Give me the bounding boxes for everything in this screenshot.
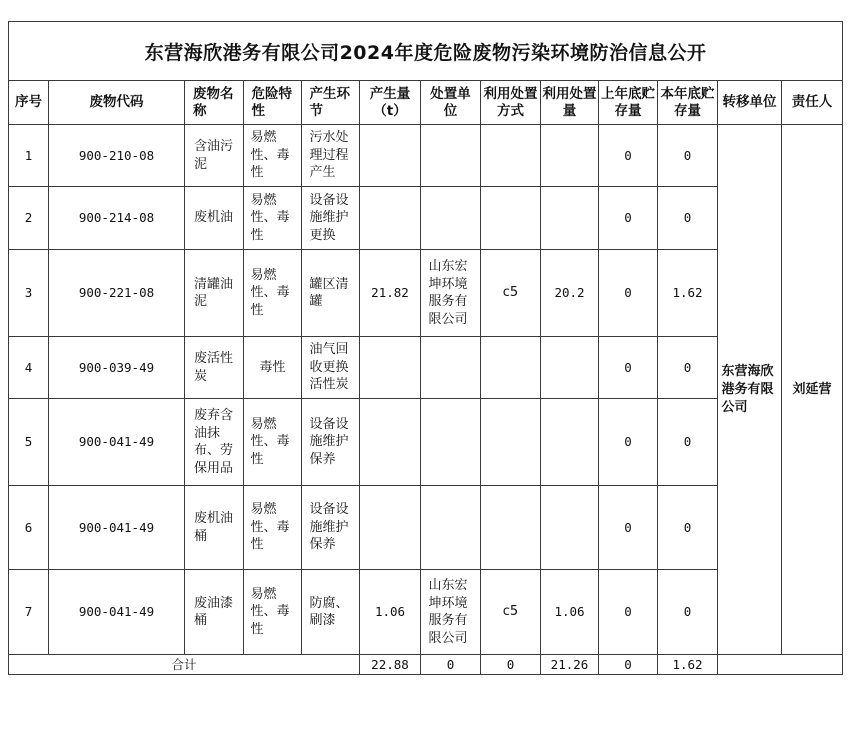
cell-hazard: 易燃性、毒性 bbox=[250, 192, 290, 243]
cell-disposal-unit: 山东宏坤环境服务有限公司 bbox=[428, 259, 468, 327]
table-row bbox=[9, 486, 843, 570]
header-disposal-unit-text: 处置单位 bbox=[430, 85, 471, 119]
header-transfer-unit bbox=[718, 81, 782, 125]
cell-name: 废活性炭 bbox=[194, 351, 234, 384]
cell-name: 废油漆桶 bbox=[194, 595, 234, 628]
cell-prev-stock: 0 bbox=[599, 250, 658, 337]
page-title: 东营海欣港务有限公司2024年度危险废物污染环境防治信息公开 bbox=[9, 22, 843, 81]
cell-stage: 防腐、刷漆 bbox=[309, 595, 349, 628]
cell-amount bbox=[360, 399, 421, 486]
cell-seq: 3 bbox=[9, 250, 49, 337]
cell-method: c5 bbox=[481, 250, 541, 337]
cell-curr-stock: 0 bbox=[658, 337, 718, 399]
header-hazard-text: 危险特性 bbox=[251, 85, 292, 119]
cell-curr-stock: 0 bbox=[658, 570, 718, 655]
cell-amount bbox=[360, 187, 421, 250]
total-disposal-unit: 0 bbox=[421, 655, 481, 675]
cell-seq: 2 bbox=[9, 187, 49, 250]
total-prev-stock: 0 bbox=[599, 655, 658, 675]
cell-method bbox=[481, 125, 541, 187]
cell-utilized: 20.2 bbox=[541, 250, 599, 337]
cell-prev-stock: 0 bbox=[599, 125, 658, 187]
header-curr-stock bbox=[658, 81, 718, 125]
total-empty-cell bbox=[718, 655, 843, 675]
header-method bbox=[481, 81, 541, 125]
cell-code: 900-041-49 bbox=[49, 570, 185, 655]
header-prev-stock-text: 上年底贮存量 bbox=[601, 85, 655, 119]
cell-stage: 设备设施维护更换 bbox=[309, 192, 349, 243]
cell-stage: 污水处理过程产生 bbox=[309, 130, 349, 181]
header-curr-stock-text: 本年底贮存量 bbox=[660, 85, 715, 119]
cell-method bbox=[481, 337, 541, 399]
cell-curr-stock: 0 bbox=[658, 187, 718, 250]
cell-method: c5 bbox=[481, 570, 541, 655]
header-method-text: 利用处置方式 bbox=[483, 85, 538, 119]
cell-utilized bbox=[541, 125, 599, 187]
cell-name: 废机油 bbox=[194, 210, 234, 226]
cell-code: 900-214-08 bbox=[49, 187, 185, 250]
cell-hazard: 易燃性、毒性 bbox=[250, 502, 290, 553]
transfer-unit-text: 东营海欣港务有限公司 bbox=[721, 363, 774, 415]
cell-utilized bbox=[541, 399, 599, 486]
header-seq: 序号 bbox=[9, 81, 49, 125]
header-transfer-unit-text: 转移单位 bbox=[722, 94, 777, 110]
transfer-unit-cell bbox=[718, 125, 782, 655]
header-utilized-text: 利用处置量 bbox=[542, 85, 597, 119]
cell-curr-stock: 1.62 bbox=[658, 250, 718, 337]
cell-name: 废弃含油抹布、劳保用品 bbox=[194, 408, 234, 476]
cell-method bbox=[481, 399, 541, 486]
header-hazard bbox=[244, 81, 302, 125]
cell-amount bbox=[360, 337, 421, 399]
total-amount: 22.88 bbox=[360, 655, 421, 675]
hazardous-waste-table bbox=[8, 21, 843, 675]
cell-amount bbox=[360, 486, 421, 570]
total-row bbox=[9, 655, 843, 675]
total-label: 合计 bbox=[9, 655, 360, 675]
cell-method bbox=[481, 187, 541, 250]
cell-stage: 设备设施维护保养 bbox=[309, 416, 349, 467]
cell-seq: 4 bbox=[9, 337, 49, 399]
cell-utilized: 1.06 bbox=[541, 570, 599, 655]
table-row bbox=[9, 125, 843, 187]
cell-seq: 7 bbox=[9, 570, 49, 655]
cell-prev-stock: 0 bbox=[599, 337, 658, 399]
cell-name: 废机油桶 bbox=[194, 511, 234, 544]
header-stage bbox=[302, 81, 360, 125]
cell-hazard: 易燃性、毒性 bbox=[250, 130, 290, 181]
total-utilized: 21.26 bbox=[541, 655, 599, 675]
cell-hazard: 易燃性、毒性 bbox=[250, 416, 290, 467]
cell-code: 900-039-49 bbox=[49, 337, 185, 399]
header-responsible: 责任人 bbox=[782, 81, 843, 125]
cell-stage: 罐区清罐 bbox=[309, 276, 349, 309]
cell-utilized bbox=[541, 187, 599, 250]
table-row bbox=[9, 399, 843, 486]
cell-hazard: 易燃性、毒性 bbox=[250, 267, 290, 318]
cell-name: 清罐油泥 bbox=[194, 276, 234, 309]
cell-seq: 5 bbox=[9, 399, 49, 486]
header-prev-stock bbox=[599, 81, 658, 125]
cell-stage: 油气回收更换活性炭 bbox=[309, 342, 349, 393]
cell-utilized bbox=[541, 486, 599, 570]
cell-curr-stock: 0 bbox=[658, 125, 718, 187]
header-disposal-unit bbox=[421, 81, 481, 125]
table-row bbox=[9, 337, 843, 399]
header-utilized bbox=[541, 81, 599, 125]
cell-method bbox=[481, 486, 541, 570]
cell-curr-stock: 0 bbox=[658, 486, 718, 570]
header-row bbox=[9, 81, 843, 125]
cell-code: 900-041-49 bbox=[49, 399, 185, 486]
responsible-cell: 刘延营 bbox=[782, 125, 843, 655]
header-amount-text: 产生量（t） bbox=[369, 85, 411, 119]
header-code: 废物代码 bbox=[49, 81, 185, 125]
cell-code: 900-221-08 bbox=[49, 250, 185, 337]
cell-name: 含油污泥 bbox=[194, 139, 234, 172]
cell-hazard: 易燃性、毒性 bbox=[250, 586, 290, 637]
cell-seq: 1 bbox=[9, 125, 49, 187]
total-curr-stock: 1.62 bbox=[658, 655, 718, 675]
cell-amount: 21.82 bbox=[360, 250, 421, 337]
header-stage-text: 产生环节 bbox=[309, 85, 350, 119]
cell-amount: 1.06 bbox=[360, 570, 421, 655]
cell-stage: 设备设施维护保养 bbox=[309, 502, 349, 553]
cell-code: 900-210-08 bbox=[49, 125, 185, 187]
table-row bbox=[9, 570, 843, 655]
cell-code: 900-041-49 bbox=[49, 486, 185, 570]
header-name-text: 废物名称 bbox=[193, 85, 234, 119]
cell-amount bbox=[360, 125, 421, 187]
cell-seq: 6 bbox=[9, 486, 49, 570]
table-row bbox=[9, 187, 843, 250]
cell-hazard: 毒性 bbox=[259, 359, 286, 375]
cell-curr-stock: 0 bbox=[658, 399, 718, 486]
total-method: 0 bbox=[481, 655, 541, 675]
cell-prev-stock: 0 bbox=[599, 486, 658, 570]
header-name bbox=[185, 81, 244, 125]
cell-prev-stock: 0 bbox=[599, 399, 658, 486]
cell-prev-stock: 0 bbox=[599, 570, 658, 655]
cell-disposal-unit: 山东宏坤环境服务有限公司 bbox=[428, 578, 468, 646]
cell-utilized bbox=[541, 337, 599, 399]
header-amount bbox=[360, 81, 421, 125]
cell-prev-stock: 0 bbox=[599, 187, 658, 250]
table-row bbox=[9, 250, 843, 337]
